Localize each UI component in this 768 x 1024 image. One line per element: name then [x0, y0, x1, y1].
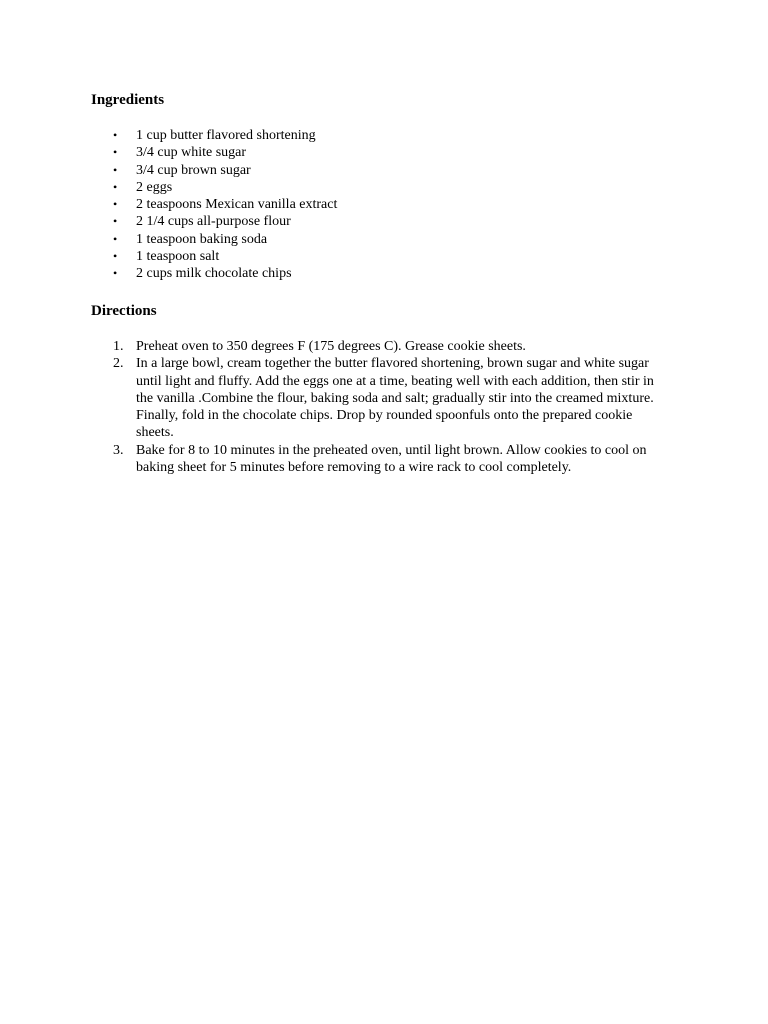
ingredient-item — [0, 213, 768, 230]
ingredient-item — [0, 144, 768, 161]
ingredients-heading: Ingredients — [91, 92, 165, 108]
direction-step — [0, 338, 768, 355]
step-number: 3. — [113, 442, 124, 458]
directions-heading: Directions — [91, 303, 157, 319]
ingredient-text: 1 teaspoon salt — [136, 249, 220, 265]
ingredient-item — [0, 231, 768, 248]
direction-step — [0, 442, 768, 477]
ingredient-item — [0, 127, 768, 144]
ingredient-text: 1 cup butter flavored shortening — [136, 128, 316, 143]
bullet-icon: • — [113, 197, 118, 212]
step-text: In a large bowl, cream together the butter flavored shortening, brown sugar and white sugar until light and fluffy. Add the eggs one at a time, beating well with each addition, then stir in the vanilla .Combine the flour, baking soda and salt; gradually stir into the creamed mixture. Finally, fold in the chocolate chips. Drop by rounded spoonfuls onto the prepared cookie sheets. — [136, 356, 654, 441]
bullet-icon: • — [113, 162, 118, 177]
ingredient-item — [0, 162, 768, 179]
ingredient-text: 3/4 cup white sugar — [136, 145, 247, 161]
ingredient-item — [0, 196, 768, 213]
ingredient-text: 1 teaspoon baking soda — [136, 231, 268, 247]
directions-list — [0, 338, 768, 476]
bullet-icon: • — [113, 231, 118, 246]
bullet-icon: • — [113, 128, 118, 142]
step-text: Bake for 8 to 10 minutes in the preheated oven, until light brown. Allow cookies to cool on baking sheet for 5 minutes before removing to a wire rack to cool completely. — [136, 442, 647, 476]
ingredient-item — [0, 248, 768, 265]
step-number: 2. — [113, 356, 124, 372]
ingredient-text: 2 teaspoons Mexican vanilla extract — [136, 197, 338, 213]
bullet-icon: • — [113, 214, 118, 229]
direction-step — [0, 355, 768, 441]
bullet-icon: • — [113, 145, 118, 160]
bullet-icon: • — [113, 179, 118, 194]
ingredient-item — [0, 265, 768, 282]
ingredient-text: 3/4 cup brown sugar — [136, 162, 251, 178]
ingredient-text: 2 1/4 cups all-purpose flour — [136, 214, 291, 230]
bullet-icon: • — [113, 266, 118, 281]
bullet-icon: • — [113, 249, 118, 264]
ingredient-text: 2 cups milk chocolate chips — [136, 266, 292, 282]
ingredients-list — [0, 127, 768, 283]
ingredient-text: 2 eggs — [136, 179, 173, 195]
step-number: 1. — [113, 339, 124, 354]
step-text: Preheat oven to 350 degrees F (175 degrees C). Grease cookie sheets. — [136, 339, 526, 354]
ingredient-item — [0, 179, 768, 196]
